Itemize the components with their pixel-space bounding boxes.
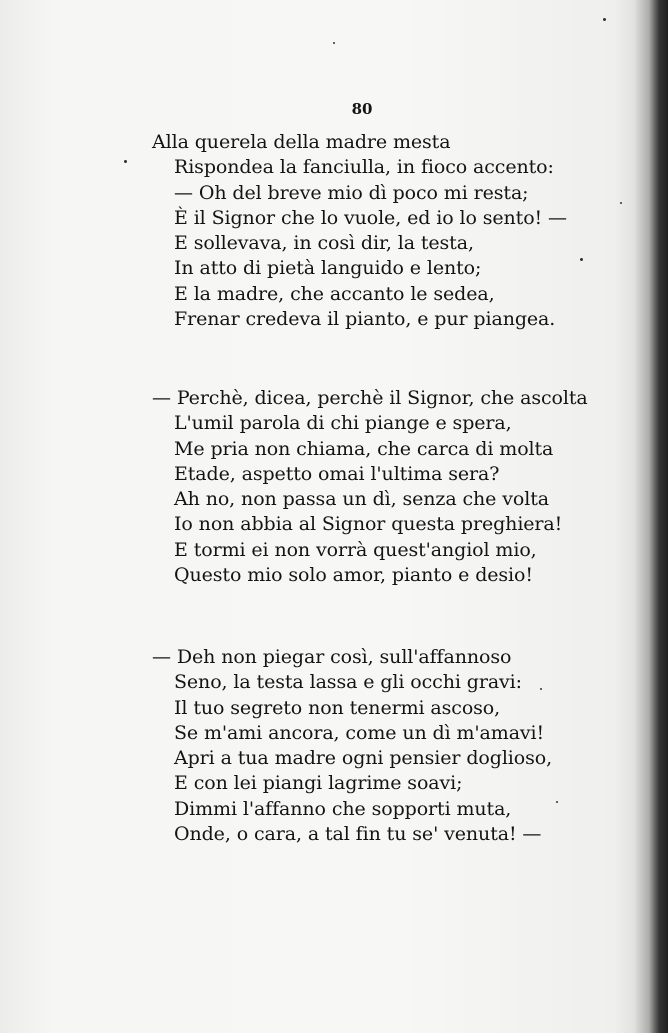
stanza-3 xyxy=(152,645,582,847)
verse-line: In atto di pietà languido e lento; xyxy=(174,257,482,280)
stanza-1 xyxy=(152,130,582,332)
verse-line: Me pria non chiama, che carca di molta xyxy=(174,437,554,460)
scan-speck xyxy=(124,160,127,163)
scan-speck xyxy=(556,801,558,803)
verse-line: E con lei piangi lagrime soavi; xyxy=(174,772,463,795)
verse-line: Il tuo segreto non tenermi ascoso, xyxy=(174,696,501,719)
stanza-2 xyxy=(152,386,588,588)
verse-line: — Deh non piegar così, sull'affannoso xyxy=(152,646,512,668)
verse-line: — Perchè, dicea, perchè il Signor, che ascolta xyxy=(152,387,588,409)
verse-line: E tormi ei non vorrà quest'angiol mio, xyxy=(174,538,537,561)
scan-speck xyxy=(603,18,606,21)
verse-line: Io non abbia al Signor questa preghiera! xyxy=(174,513,563,536)
scan-speck xyxy=(333,42,335,44)
verse-line: È il Signor che lo vuole, ed io lo sento! — xyxy=(174,206,567,229)
verse-line: Questo mio solo amor, pianto e desio! xyxy=(174,564,533,587)
scan-speck xyxy=(540,688,542,690)
verse-line: Etade, aspetto omai l'ultima sera? xyxy=(174,462,500,485)
verse-line: Frenar credeva il pianto, e pur piangea. xyxy=(174,308,556,331)
page-number: 80 xyxy=(351,100,373,118)
verse-line: Seno, la testa lassa e gli occhi gravi: xyxy=(174,671,522,694)
verse-line: Apri a tua madre ogni pensier doglioso, xyxy=(174,747,553,770)
verse-line: Se m'ami ancora, come un dì m'amavi! xyxy=(174,721,545,744)
verse-line: E sollevava, in così dir, la testa, xyxy=(174,232,474,255)
verse-line: Dimmi l'affanno che sopporti muta, xyxy=(174,797,512,820)
verse-line: Ah no, non passa un dì, senza che volta xyxy=(174,488,549,511)
verse-line: Rispondea la fanciulla, in fioco accento: xyxy=(174,156,554,179)
verse-line: E la madre, che accanto le sedea, xyxy=(174,282,495,305)
verse-line: L'umil parola di chi piange e spera, xyxy=(174,412,512,435)
verse-line: Onde, o cara, a tal fin tu se' venuta! — xyxy=(174,823,542,846)
page-binding-edge xyxy=(634,0,668,1033)
scan-speck xyxy=(580,258,583,261)
verse-line: — Oh del breve mio dì poco mi resta; xyxy=(174,181,529,204)
verse-line: Alla querela della madre mesta xyxy=(152,131,451,153)
scan-speck xyxy=(620,202,622,204)
